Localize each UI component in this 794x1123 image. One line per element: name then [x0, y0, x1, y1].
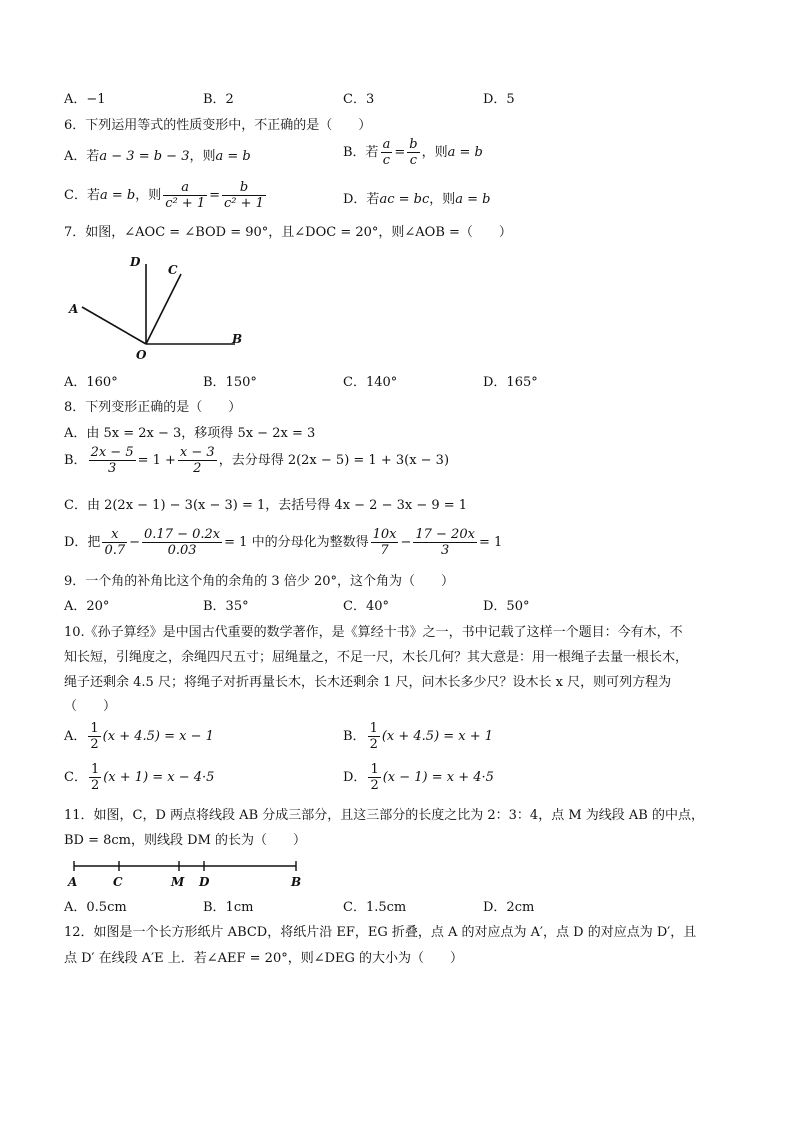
q6-option-c: C．若a = b，则 $\frac{a}{\text{c² + 1}}$ = $\frac{b}{\text{c² + 1}}$ — [64, 180, 264, 211]
ray-oc — [146, 274, 181, 344]
q11-line-2: BD = 8cm，则线段 DM 的长为（ ） — [64, 833, 307, 848]
q9-stem: 9．一个角的补角比这个角的余角的 3 倍少 20°，这个角为（ ） — [64, 574, 454, 589]
label-d: D — [199, 875, 210, 889]
label-m: M — [171, 875, 185, 889]
q6-option-b: B．若 $\frac{a}{c}$ = $\frac{b}{c}$ ，则a = b — [343, 137, 483, 168]
q7-stem: 7．如图，∠AOC = ∠BOD = 90°，且∠DOC = 20°，则∠AOB =（ ） — [64, 225, 512, 240]
q10-line-2: 知长短，引绳度之，余绳四尺五寸；屈绳量之，不足一尺，木长几何？其大意是：用一根绳子去量一根长木， — [64, 650, 689, 665]
q11-line-1: 11．如图，C，D 两点将线段 AB 分成三部分，且这三部分的长度之比为 2：3：4，点 M 为线段 AB 的中点， — [64, 808, 704, 823]
label-o: O — [136, 348, 147, 362]
q8-option-b: B． $\frac{2x - 5}{3}$ = 1 + $\frac{x - 3}{2}$ ，去分母得 2(2x − 5) = 1 + 3(x − 3) — [64, 445, 450, 476]
q8-option-d: D．把 $\frac{x}{0.7}$ − $\frac{0.17 - 0.2x}{0.03}$ = 1 中的分母化为整数得 $\frac{10x}{7}$ − $\frac{17 - 20x}{3}$ = 1 — [64, 527, 503, 558]
q12-line-2: 点 D′ 在线段 A′E 上．若∠AEF = 20°，则∠DEG 的大小为（ ） — [64, 951, 464, 966]
q10-line-1: 10.《孙子算经》是中国古代重要的数学著作，是《算经十书》之一，书中记载了这样一个题目：今有木，不 — [64, 625, 683, 640]
q5-option-d: D．5 — [483, 92, 515, 107]
q11-segment-figure — [60, 858, 310, 890]
q9-option-c: C．40° — [343, 599, 389, 614]
ray-oa — [82, 307, 146, 344]
q11-option-d: D．2cm — [483, 900, 535, 915]
q10-line-3: 绳子还剩余 4.5 尺；将绳子对折再量长木，长木还剩余 1 尺，问木长多少尺？设木长 x 尺，则可列方程为 — [64, 675, 672, 690]
q12-line-1: 12．如图是一个长方形纸片 ABCD，将纸片沿 EF，EG 折叠，点 A 的对应点为 A′，点 D 的对应点为 D′，且 — [64, 925, 697, 940]
label-c: C — [113, 875, 123, 889]
q7-option-d: D．165° — [483, 375, 538, 390]
q10-option-a: A． $\frac{1}{2}$ (x + 4.5) = x − 1 — [64, 721, 214, 752]
q11-option-a: A．0.5cm — [64, 900, 127, 915]
q5-option-c: C．3 — [343, 92, 375, 107]
q8-option-c: C．由 2(2x − 1) − 3(x − 3) = 1，去括号得 4x − 2 − 3x − 9 = 1 — [64, 498, 468, 513]
q7-angle-figure — [60, 250, 260, 365]
q7-option-a: A．160° — [64, 375, 118, 390]
label-b: B — [232, 332, 243, 346]
q9-option-d: D．50° — [483, 599, 530, 614]
q9-option-b: B．35° — [203, 599, 249, 614]
q11-option-b: B．1cm — [203, 900, 254, 915]
q11-option-c: C．1.5cm — [343, 900, 407, 915]
label-c: C — [168, 263, 178, 277]
q10-option-c: C． $\frac{1}{2}$ (x + 1) = x − 4·5 — [64, 762, 215, 793]
label-a: A — [68, 875, 78, 889]
q5-option-b: B．2 — [203, 92, 234, 107]
label-b: B — [291, 875, 302, 889]
q5-option-a: A．−1 — [64, 92, 106, 107]
label-d: D — [130, 255, 141, 269]
q7-option-c: C．140° — [343, 375, 398, 390]
q6-option-d: D．若ac = bc，则a = b — [343, 192, 491, 207]
q6-stem: 6．下列运用等式的性质变形中，不正确的是（ ） — [64, 118, 372, 133]
q10-option-d: D． $\frac{1}{2}$ (x − 1) = x + 4·5 — [343, 762, 494, 793]
q7-option-b: B．150° — [203, 375, 257, 390]
q8-option-a: A．由 5x = 2x − 3，移项得 5x − 2x = 3 — [64, 426, 316, 441]
q9-option-a: A．20° — [64, 599, 110, 614]
q10-line-4: （ ） — [64, 699, 117, 714]
label-a: A — [69, 302, 79, 316]
q6-option-a: A．若a − 3 = b − 3，则a = b — [64, 149, 251, 164]
q10-option-b: B． $\frac{1}{2}$ (x + 4.5) = x + 1 — [343, 721, 494, 752]
q8-stem: 8．下列变形正确的是（ ） — [64, 400, 242, 415]
